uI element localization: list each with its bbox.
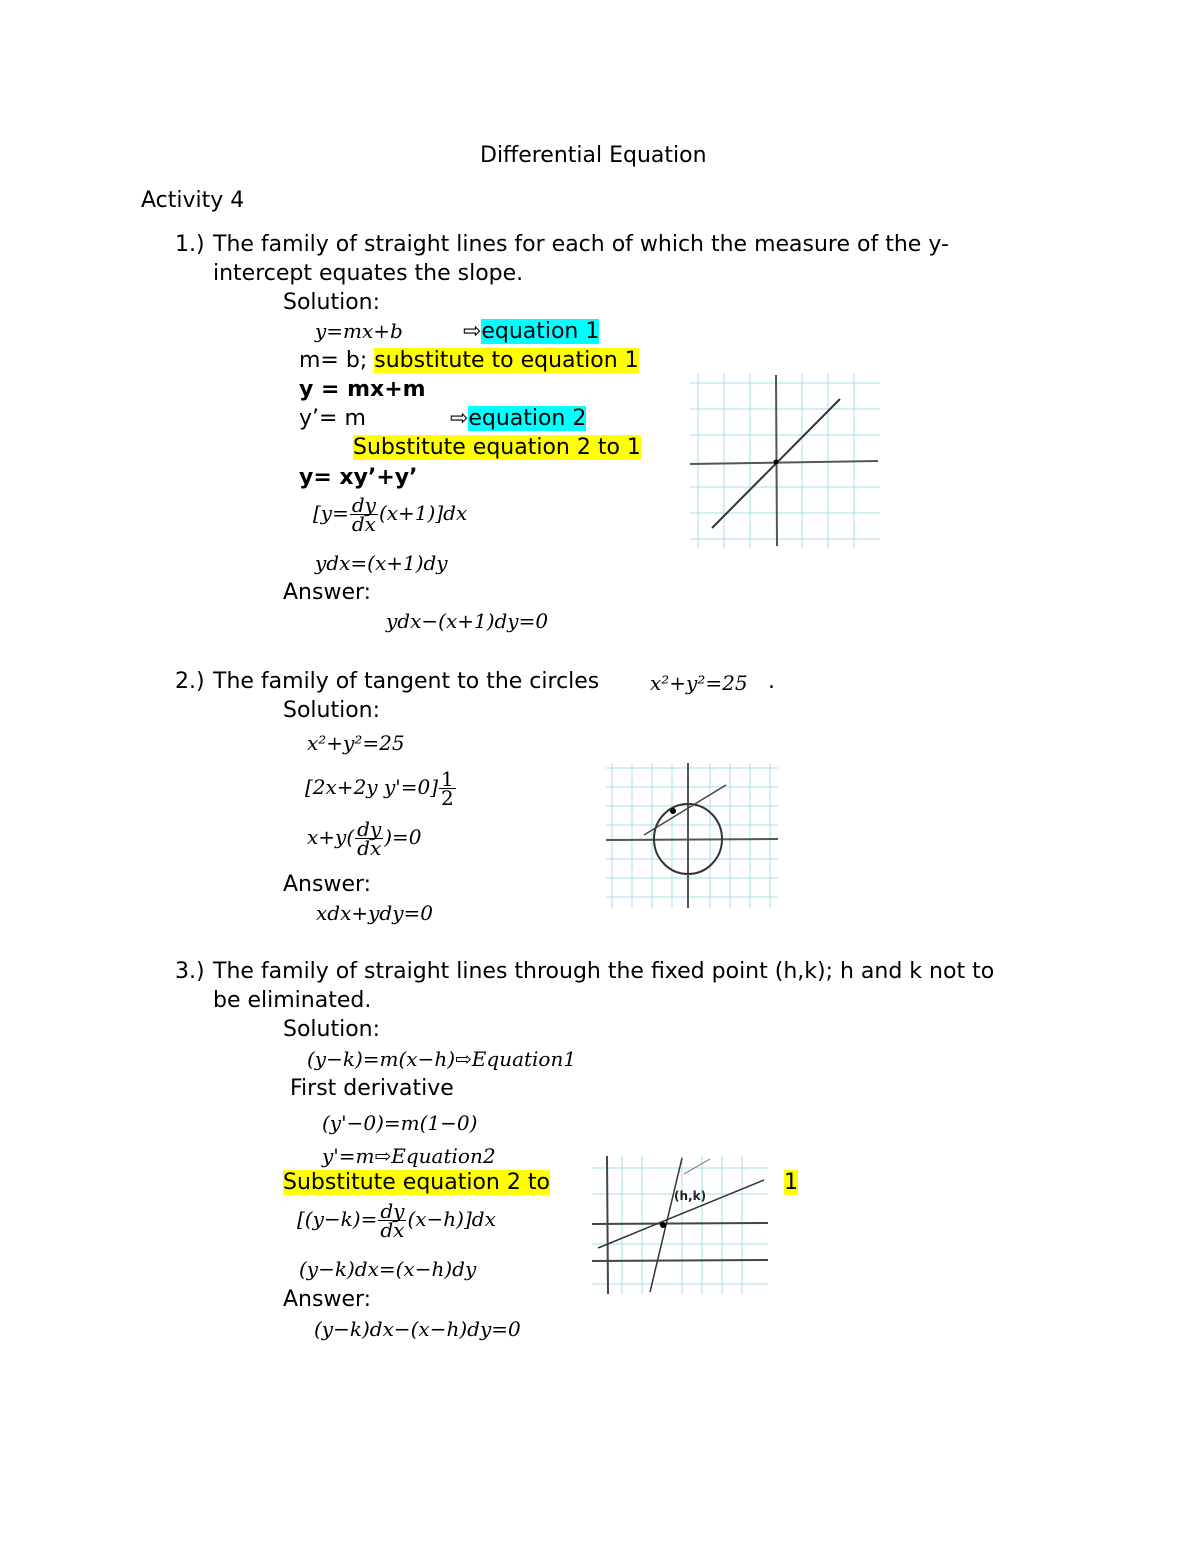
problem-3-text-line1: The family of straight lines through the fixed point (h,k); h and k not to bbox=[213, 959, 995, 984]
s3-pre: x+y( bbox=[307, 825, 355, 849]
mb-tag: substitute to equation 1 bbox=[374, 348, 639, 373]
point-label: (h,k) bbox=[674, 1189, 707, 1203]
guide-line bbox=[684, 1159, 710, 1174]
step1-pre: [y= bbox=[313, 501, 349, 525]
s4-pre: [(y−k)= bbox=[297, 1207, 378, 1231]
problem-3-s2: (y'−0)=m(1−0) bbox=[322, 1111, 478, 1135]
eq2-tag: equation 2 bbox=[468, 406, 587, 431]
problem-1-number: 1.) bbox=[175, 232, 205, 257]
problem-1-eq1-row bbox=[315, 318, 599, 346]
grid-lines bbox=[592, 1156, 768, 1294]
sub-a-text: Substitute equation 2 to bbox=[283, 1170, 550, 1195]
activity-heading: Activity 4 bbox=[141, 188, 245, 213]
problem-1-yxy: y= xy’+y’ bbox=[299, 465, 418, 490]
x-axis bbox=[592, 1260, 768, 1261]
dx: dx bbox=[351, 512, 376, 536]
yprime-text: y’= m bbox=[299, 406, 366, 431]
problem-2-solution-label: Solution: bbox=[283, 698, 381, 723]
problem-1-answer-label: Answer: bbox=[283, 580, 372, 605]
dydx-fraction bbox=[355, 817, 383, 860]
problem-2-circle-eq: x²+y²=25 bbox=[650, 671, 748, 695]
s3-post: )=0 bbox=[384, 825, 422, 849]
tangent-point bbox=[670, 808, 676, 814]
problem-1-sub21 bbox=[353, 434, 641, 462]
problem-3-text-line2: be eliminated. bbox=[213, 988, 372, 1013]
dx: dx bbox=[380, 1218, 405, 1242]
problem-1-step2: ydx=(x+1)dy bbox=[315, 551, 448, 575]
problem-3-solution-label: Solution: bbox=[283, 1017, 381, 1042]
x-axis bbox=[690, 461, 878, 464]
tangent-line bbox=[644, 785, 726, 835]
eq1-tag: equation 1 bbox=[481, 319, 600, 344]
x-axis bbox=[606, 839, 778, 840]
problem-2-s1: x²+y²=25 bbox=[307, 731, 405, 755]
figure-3-fixed-point-graph bbox=[592, 1156, 768, 1294]
dydx-fraction bbox=[350, 493, 378, 536]
problem-3-sub-b bbox=[784, 1169, 798, 1197]
problem-1-ymxm: y = mx+m bbox=[299, 377, 426, 402]
problem-1-answer: ydx−(x+1)dy=0 bbox=[386, 609, 549, 633]
dx: dx bbox=[357, 836, 382, 860]
problem-1-mb-row bbox=[299, 347, 639, 375]
arrow-icon: ⇨ bbox=[449, 406, 469, 431]
dy: dy bbox=[380, 1199, 405, 1223]
horizontal-line bbox=[592, 1223, 768, 1224]
problem-2-period: . bbox=[768, 669, 775, 694]
sub-b-text: 1 bbox=[784, 1170, 798, 1195]
problem-2-number: 2.) bbox=[175, 669, 205, 694]
half-fraction bbox=[439, 767, 456, 810]
problem-2-answer: xdx+ydy=0 bbox=[316, 901, 434, 925]
problem-3-s4 bbox=[297, 1199, 496, 1242]
problem-3-s1: (y−k)=m(x−h)⇨Equation1 bbox=[307, 1047, 577, 1071]
problem-2-text: The family of tangent to the circles bbox=[213, 669, 600, 694]
page-title: Differential Equation bbox=[480, 143, 707, 168]
problem-1-yprime-row bbox=[299, 405, 586, 433]
s2-pre: [2x+2y y'=0] bbox=[305, 775, 439, 799]
dydx-fraction bbox=[378, 1199, 406, 1242]
problem-1-solution-label: Solution: bbox=[283, 290, 381, 315]
problem-3-first-derivative: First derivative bbox=[290, 1076, 454, 1101]
problem-3-sub-a bbox=[283, 1169, 550, 1197]
eq1-formula: y=mx+b bbox=[315, 319, 403, 343]
problem-3-answer: (y−k)dx−(x−h)dy=0 bbox=[314, 1317, 521, 1341]
problem-2-s3 bbox=[307, 817, 422, 860]
problem-1-text-line1: The family of straight lines for each of which the measure of the y- bbox=[213, 232, 949, 257]
y-axis bbox=[607, 1156, 608, 1294]
step1-post: (x+1)]dx bbox=[378, 501, 468, 525]
figure-2-circle-graph bbox=[606, 763, 778, 908]
s4-post: (x−h)]dx bbox=[407, 1207, 496, 1231]
two: 2 bbox=[441, 786, 454, 810]
one: 1 bbox=[441, 767, 454, 791]
problem-3-s3: y'=m⇨Equation2 bbox=[322, 1144, 496, 1168]
figure-1-line-graph bbox=[690, 373, 880, 548]
sub21-text: Substitute equation 2 to 1 bbox=[353, 435, 641, 460]
mb-text: m= b; bbox=[299, 348, 368, 373]
grid-lines bbox=[606, 763, 778, 908]
problem-1-step1 bbox=[313, 493, 468, 536]
arrow-icon: ⇨ bbox=[462, 319, 482, 344]
fixed-point bbox=[660, 1222, 666, 1228]
origin-point bbox=[774, 460, 779, 465]
dy: dy bbox=[357, 817, 382, 841]
problem-2-answer-label: Answer: bbox=[283, 872, 372, 897]
problem-3-answer-label: Answer: bbox=[283, 1287, 372, 1312]
problem-2-s2 bbox=[305, 767, 457, 810]
problem-1-text-line2: intercept equates the slope. bbox=[213, 261, 524, 286]
problem-3-number: 3.) bbox=[175, 959, 205, 984]
dy: dy bbox=[351, 493, 376, 517]
problem-3-s5: (y−k)dx=(x−h)dy bbox=[299, 1257, 477, 1281]
